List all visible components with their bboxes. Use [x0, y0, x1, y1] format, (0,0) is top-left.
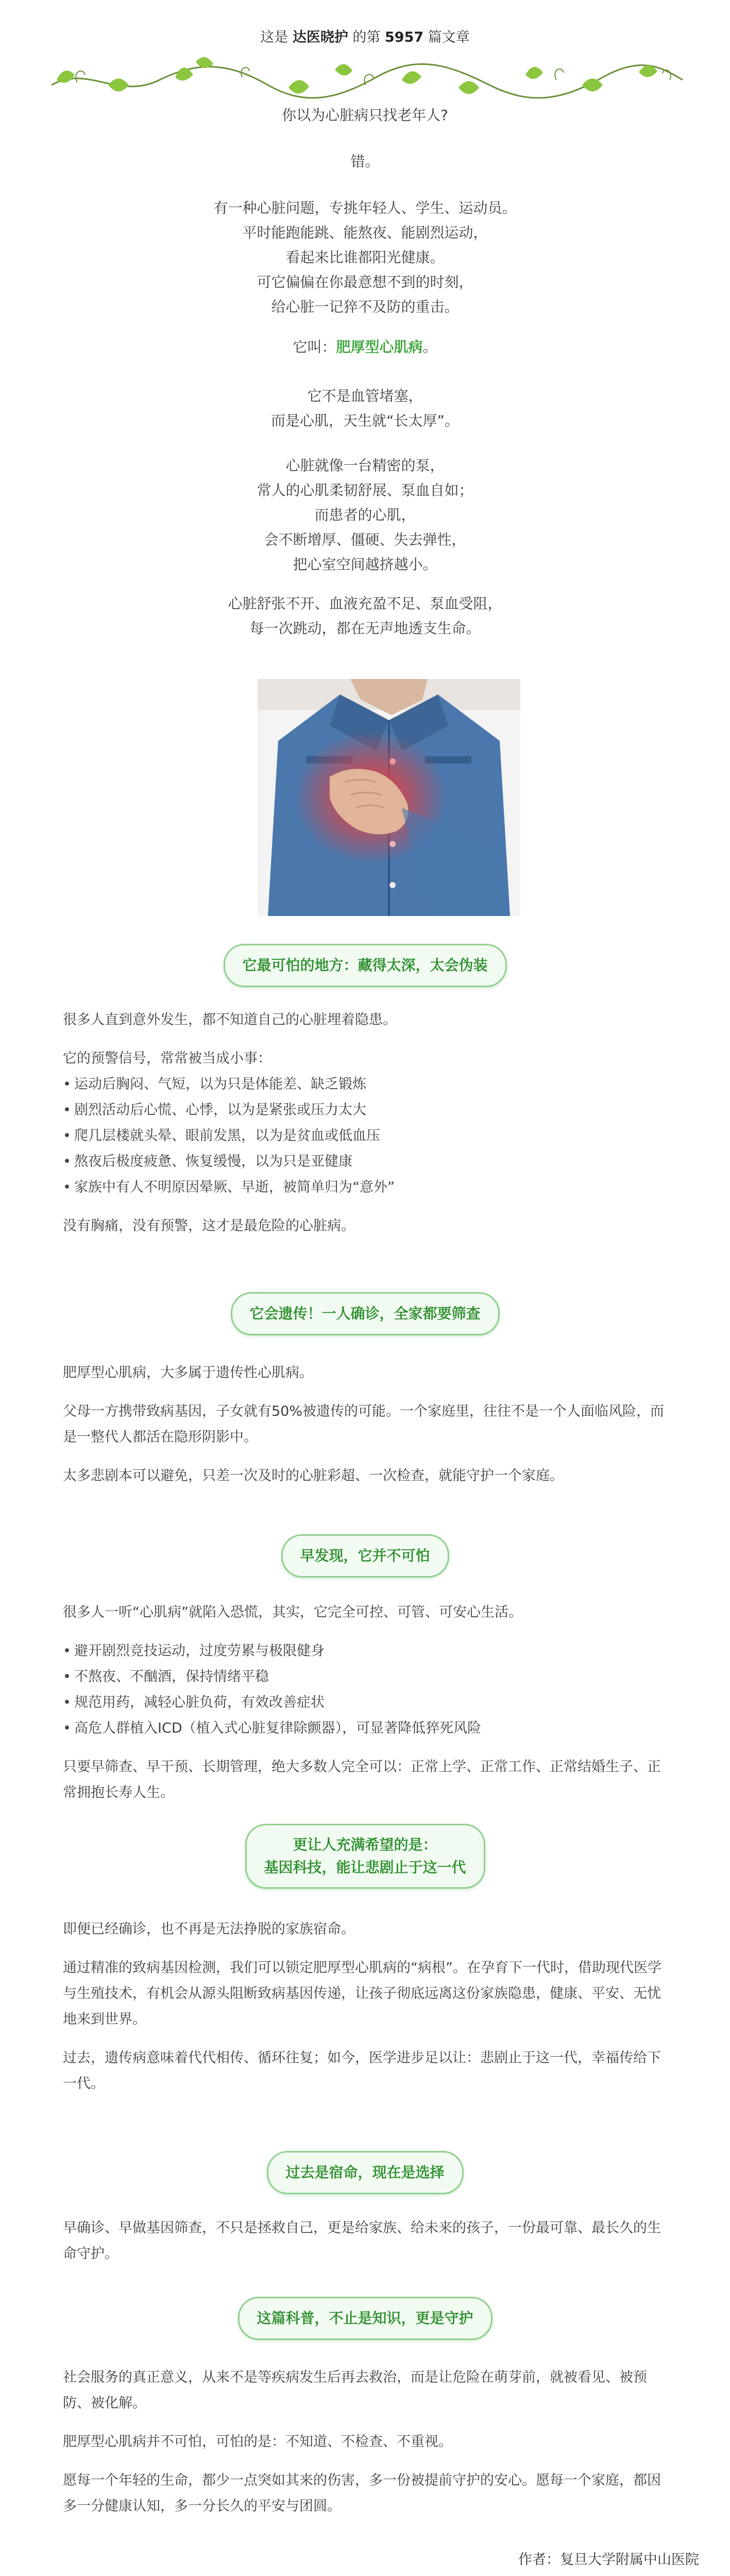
section-6-body — [63, 2365, 671, 2519]
intro-line: 把心室空间越挤越小。 — [293, 556, 437, 573]
list-item: • 运动后胸闷、气短，以为只是体能差、缺乏锻炼 — [63, 1072, 671, 1097]
management-list — [63, 1638, 671, 1741]
author-name — [518, 2572, 699, 2576]
header-middle: 的第 — [348, 29, 385, 45]
intro-line: 而是心肌，天生就“长太厚”。 — [270, 412, 459, 429]
paragraph: 太多悲剧本可以避免，只差一次及时的心脏彩超、一次检查，就能守护一个家庭。 — [63, 1468, 564, 1484]
intro-paragraph-1 — [0, 196, 730, 319]
intro-line: 平时能跑能跳、能熬夜、能剧烈运动， — [242, 224, 488, 241]
intro-paragraph-4 — [0, 591, 730, 641]
section-title-pill — [230, 1292, 499, 1335]
author-affiliation: 作者：复旦大学附属中山医院 — [518, 2552, 699, 2568]
paragraph: 过去，遗传病意味着代代相传、循环往复；如今，医学进步足以让：悲剧止于这一代，幸福传给下一代。 — [63, 2050, 661, 2092]
intro-answer-block — [0, 149, 730, 174]
paragraph: 肥厚型心肌病并不可怕，可怕的是：不知道、不检查、不重视。 — [63, 2434, 452, 2450]
list-item: • 家族中有人不明原因晕厥、早逝，被简单归为“意外” — [63, 1175, 671, 1200]
paragraph: 很多人直到意外发生，都不知道自己的心脏埋着隐患。 — [63, 1012, 397, 1028]
intro-question-block — [0, 103, 730, 128]
intro-line: 它不是血管堵塞， — [307, 387, 423, 404]
section-title: 这篇科普，不止是知识，更是守护 — [257, 2310, 473, 2327]
article-number: 5957 — [385, 29, 424, 45]
section-2-body — [63, 1360, 671, 1489]
intro-line: 看起来比谁都阳光健康。 — [285, 249, 445, 266]
paragraph: 通过精准的致病基因检测，我们可以锁定肥厚型心肌病的“病根”。在孕育下一代时，借助现代医学与生殖技术，有机会从源头阻断致病基因传递，让孩子彻底远离这份家族隐患，健康、平安、无忧地来到世界。 — [63, 1960, 661, 2027]
section-4-body — [63, 1917, 671, 2097]
paragraph: 没有胸痛，没有预警，这才是最危险的心脏病。 — [63, 1218, 355, 1234]
list-item: • 高危人群植入ICD（植入式心脏复律除颤器），可显著降低猝死风险 — [63, 1716, 671, 1741]
header-suffix: 篇文章 — [423, 29, 470, 45]
section-1-body — [63, 1007, 671, 1239]
intro-line: 可它偏偏在你最意想不到的时刻， — [257, 274, 473, 291]
disease-name-prefix: 它叫： — [293, 338, 336, 355]
section-title-pill — [237, 2297, 492, 2340]
intro-paragraph-2 — [0, 384, 730, 433]
section-3-body — [63, 1600, 671, 1806]
paragraph: 很多人一听“心肌病”就陷入恐慌，其实，它完全可控、可管、可安心生活。 — [63, 1604, 522, 1620]
intro-line: 有一种心脏问题，专挑年轻人、学生、运动员。 — [213, 199, 517, 216]
intro-answer: 错。 — [350, 153, 380, 170]
paragraph: 即便已经确诊，也不再是无法挣脱的家族宿命。 — [63, 1921, 355, 1937]
chest-pain-photo — [258, 679, 520, 916]
section-title: 早发现，它并不可怕 — [300, 1547, 430, 1564]
leaf-vine-decoration-icon — [46, 49, 685, 106]
list-item: • 规范用药，减轻心脏负荷，有效改善症状 — [63, 1690, 671, 1716]
intro-line: 每一次跳动，都在无声地透支生命。 — [249, 620, 481, 637]
paragraph: 只要早筛查、早干预、长期管理，绝大多数人完全可以：正常上学、正常工作、正常结婚生子、正常拥抱长寿人生。 — [63, 1759, 661, 1801]
section-title-line: 基因科技，能让悲剧止于这一代 — [264, 1859, 466, 1876]
intro-line: 心脏就像一台精密的泵， — [285, 457, 445, 474]
section-title-pill — [245, 1824, 485, 1889]
header-prefix: 这是 — [260, 29, 293, 45]
disease-name-suffix: 。 — [422, 338, 437, 355]
section-title-pill — [266, 2151, 463, 2194]
intro-line: 会不断增厚、僵硬、失去弹性， — [264, 531, 466, 548]
warning-signs-list — [63, 1072, 671, 1200]
intro-line: 给心脏一记猝不及防的重击。 — [271, 298, 459, 315]
list-item: • 避开剧烈竞技运动，过度劳累与极限健身 — [63, 1638, 671, 1664]
intro-line: 心脏舒张不开、血液充盈不足、泵血受阻， — [228, 595, 502, 612]
paragraph: 它的预警信号，常常被当成小事： — [63, 1050, 271, 1066]
section-title: 它最可怕的地方：藏得太深，太会伪装 — [242, 957, 488, 974]
disease-name: 肥厚型心肌病 — [336, 338, 423, 355]
paragraph: 父母一方携带致病基因，子女就有50%被遗传的可能。一个家庭里，往往不是一个人面临风险，而是一整代人都活在隐形阴影中。 — [63, 1403, 665, 1445]
paragraph: 愿每一个年轻的生命，都少一点突如其来的伤害，多一份被提前守护的安心。愿每一个家庭，都因多一分健康认知，多一分长久的平安与团圆。 — [63, 2472, 661, 2514]
section-title-line: 更让人充满希望的是： — [293, 1836, 437, 1853]
section-title-pill — [281, 1534, 449, 1578]
paragraph: 社会服务的真正意义，从来不是等疾病发生后再去救治，而是让危险在萌芽前，就被看见、被预防、被化解。 — [63, 2369, 647, 2411]
list-item: • 爬几层楼就头晕、眼前发黑，以为是贫血或低血压 — [63, 1123, 671, 1149]
section-title: 它会遗传！一人确诊，全家都要筛查 — [249, 1305, 481, 1322]
section-5-body — [63, 2215, 671, 2267]
list-item: • 熬夜后极度疲惫、恢复缓慢，以为只是亚健康 — [63, 1149, 671, 1175]
intro-line: 而患者的心肌， — [314, 506, 416, 523]
paragraph: 早确诊、早做基因筛查，不只是拯救自己，更是给家族、给未来的孩子，一份最可靠、最长久的生命守护。 — [63, 2220, 661, 2262]
list-item: • 不熬夜、不酗酒，保持情绪平稳 — [63, 1664, 671, 1690]
section-title-pill — [223, 944, 506, 987]
article-number-line — [0, 26, 730, 46]
paragraph: 肥厚型心肌病，大多属于遗传性心肌病。 — [63, 1365, 313, 1381]
section-title: 过去是宿命，现在是选择 — [285, 2164, 445, 2181]
disease-name-line — [0, 335, 730, 360]
brand-name: 达医晓护 — [292, 29, 348, 45]
author-credit — [518, 2548, 699, 2576]
chest-pain-photo-icon — [258, 679, 520, 916]
intro-line: 常人的心肌柔韧舒展、泵血自如； — [257, 482, 473, 499]
intro-question: 你以为心脏病只找老年人? — [282, 107, 448, 124]
intro-paragraph-3 — [0, 453, 730, 577]
list-item: • 剧烈活动后心慌、心悸，以为是紧张或压力太大 — [63, 1097, 671, 1123]
